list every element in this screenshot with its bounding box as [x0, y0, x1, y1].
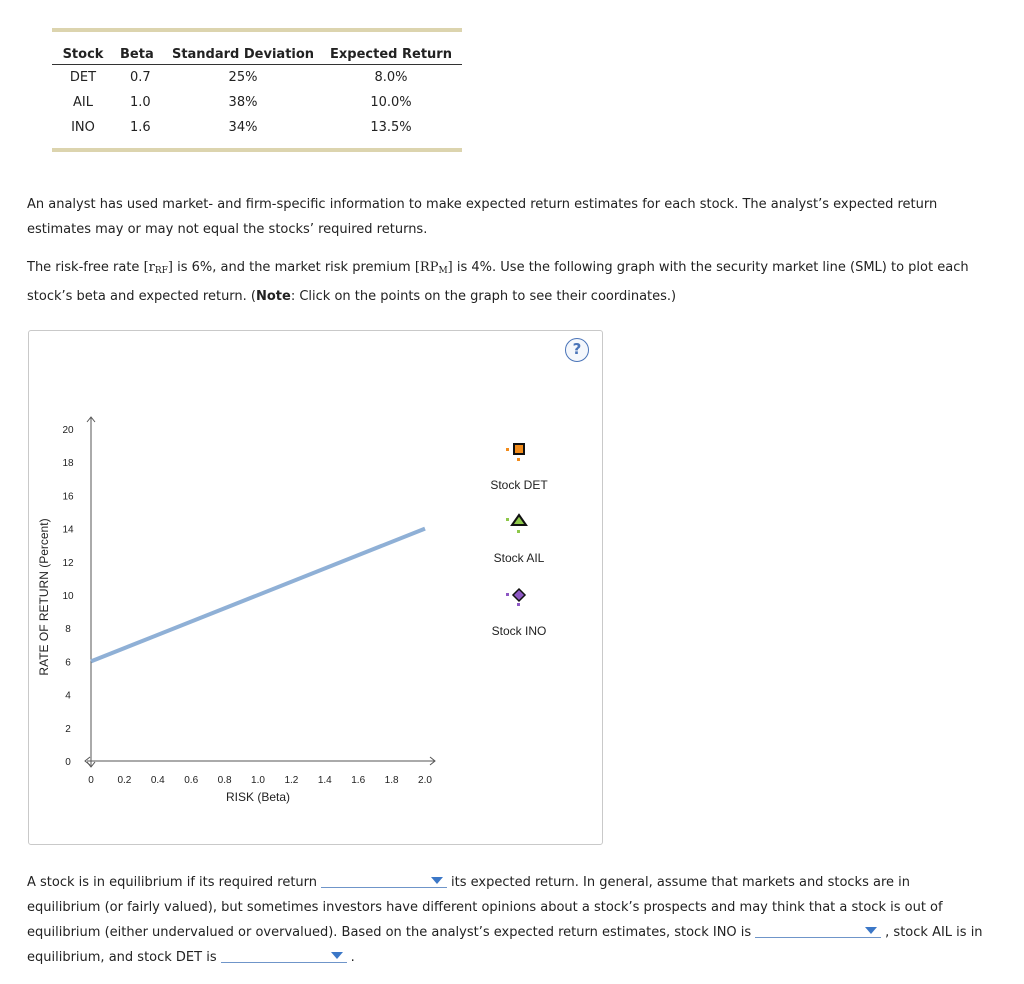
cell-beta: 1.6	[130, 120, 151, 135]
x-tick-label: 0.4	[150, 775, 165, 786]
instruction-text: is 6%, and the market risk premium	[172, 260, 415, 275]
sml-series	[91, 529, 425, 662]
stock-det-tool[interactable]	[506, 444, 524, 461]
x-tick-label: 0.6	[184, 775, 199, 786]
header-er: Expected Return	[330, 47, 452, 62]
answer-text: .	[350, 950, 355, 965]
x-tick-label: 1.4	[317, 775, 332, 786]
help-icon[interactable]: ?	[565, 338, 589, 362]
legend-stock-ail: Stock AIL	[493, 551, 545, 565]
cell-stock: AIL	[73, 95, 93, 110]
y-tick-label: 12	[62, 557, 74, 569]
y-tick-label: 0	[65, 757, 71, 768]
cell-stock: DET	[69, 70, 97, 85]
y-tick-label: 2	[65, 723, 71, 735]
header-sd: Standard Deviation	[171, 47, 315, 62]
header-beta: Beta	[120, 47, 154, 62]
cell-beta: 1.0	[130, 95, 151, 110]
cell-stock: INO	[71, 120, 95, 135]
ail-triangle-marker	[512, 515, 526, 525]
cell-er: 8.0%	[374, 70, 408, 85]
y-tick-label: 8	[65, 624, 71, 636]
intro-paragraph: An analyst has used market- and firm-specific information to make expected return estimates for each stock. The analyst’s expected return estimates may or may not equal the stocks’ required returns.	[27, 197, 938, 237]
x-tick-label: 1.6	[351, 775, 366, 786]
axes	[85, 417, 435, 767]
y-tick-label: 4	[65, 690, 71, 702]
answer-text: A stock is in equilibrium if its required return	[27, 875, 318, 890]
y-tick-label: 6	[65, 657, 71, 669]
instruction-text: The risk-free rate	[27, 260, 144, 275]
cell-sd: 25%	[228, 70, 258, 85]
legend-stock-ino: Stock INO	[491, 624, 547, 638]
cell-sd: 34%	[228, 120, 258, 135]
x-tick-label: 2.0	[418, 775, 432, 786]
y-axis-label: RATE OF RETURN (Percent)	[37, 518, 51, 676]
y-tick-label: 18	[62, 458, 74, 470]
legend-stock-det: Stock DET	[490, 478, 548, 492]
ino-dropdown[interactable]	[755, 923, 881, 938]
x-tick-label: 0.8	[217, 775, 232, 786]
answer-text: its expected return. In general, assume that markets and stocks are in equilibrium (or fairly valued), but sometimes investors have different opinions about a stock’s prospects and may think that a stock is out of equilibrium (either undervalued or overvalued). Based on the analyst’s expected return estimates, stock INO is	[27, 875, 943, 940]
y-tick-label: 20	[62, 425, 74, 436]
x-tick-labels	[88, 775, 432, 786]
instruction-text: : Click on the points on the graph to see their coordinates.)	[290, 289, 677, 304]
y-tick-label: 10	[62, 591, 74, 602]
y-tick-label: 16	[62, 491, 74, 503]
equilibrium-dropdown[interactable]	[321, 873, 447, 888]
y-tick-labels	[62, 425, 74, 768]
sml-line	[91, 529, 425, 662]
x-tick-label: 1.0	[251, 775, 265, 786]
cell-sd: 38%	[228, 95, 258, 110]
risk-free-symbol: $[r_{RF}]$	[143, 260, 173, 276]
x-axis-label: RISK (Beta)	[225, 790, 291, 804]
det-dropdown[interactable]	[221, 948, 347, 963]
instruction-text: is 4%. Use the following graph with the security market line (SML) to plot each stock’s beta and expected return. (	[27, 260, 969, 304]
cell-er: 10.0%	[370, 95, 412, 110]
answer-paragraph	[27, 870, 987, 970]
answer-text: , stock AIL is in equilibrium, and stock DET is	[27, 925, 983, 965]
header-stock: Stock	[62, 47, 104, 62]
market-risk-premium-symbol: $[RP_M]$	[414, 260, 453, 276]
cell-er: 13.5%	[370, 120, 412, 135]
x-tick-label: 0	[88, 775, 94, 786]
y-tick-label: 14	[62, 524, 74, 536]
ino-diamond-marker	[513, 589, 525, 601]
cell-beta: 0.7	[130, 70, 151, 85]
note-label: Note	[256, 289, 291, 304]
stock-ino-tool[interactable]	[506, 589, 525, 606]
x-tick-label: 0.2	[117, 775, 132, 786]
stock-ail-tool[interactable]	[506, 515, 526, 533]
x-tick-label: 1.2	[284, 775, 299, 786]
det-square-marker	[514, 444, 524, 454]
x-tick-label: 1.8	[384, 775, 399, 786]
